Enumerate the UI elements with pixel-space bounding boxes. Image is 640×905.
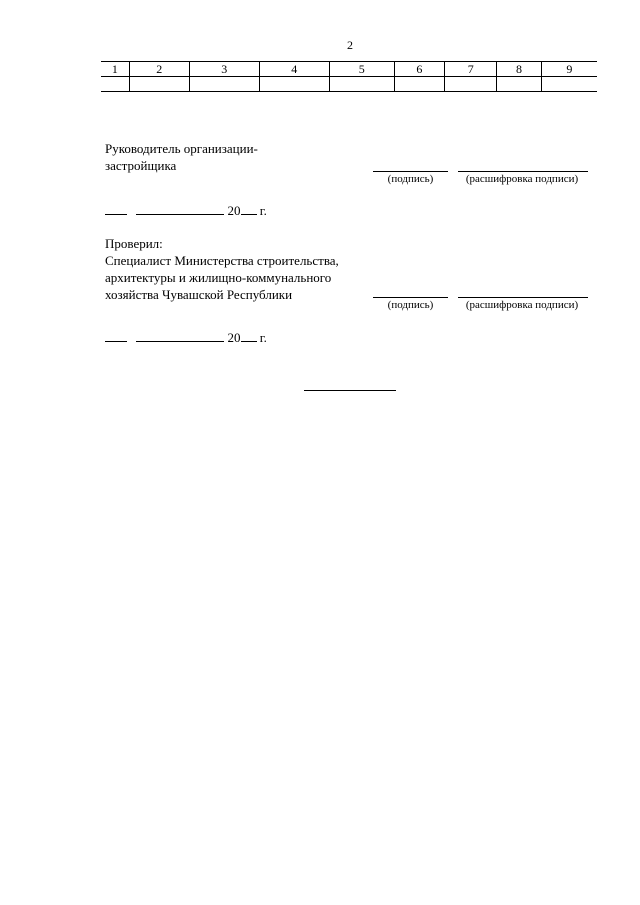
end-rule — [304, 390, 396, 391]
empty-cell — [541, 77, 597, 92]
year-blank — [241, 202, 257, 215]
checker-block — [105, 235, 339, 303]
column-number: 9 — [541, 62, 597, 77]
year-prefix: 20 — [227, 203, 241, 218]
column-number: 8 — [497, 62, 541, 77]
empty-cell — [101, 77, 129, 92]
date-field — [105, 329, 267, 346]
year-blank — [241, 329, 257, 342]
day-blank — [105, 202, 127, 215]
column-number: 7 — [445, 62, 497, 77]
empty-cell — [259, 77, 329, 92]
columns-table — [101, 61, 597, 92]
day-blank — [105, 329, 127, 342]
decoding-line — [458, 171, 588, 172]
signature-caption: (подпись) — [387, 173, 434, 185]
column-number: 5 — [329, 62, 394, 77]
column-number: 1 — [101, 62, 129, 77]
table-header-row — [101, 62, 597, 77]
empty-cell — [329, 77, 394, 92]
signature-caption: (подпись) — [387, 299, 434, 311]
developer-title — [105, 140, 258, 174]
empty-cell — [445, 77, 497, 92]
empty-cell — [497, 77, 541, 92]
column-number: 4 — [259, 62, 329, 77]
checker-title-line3: хозяйства Чувашской Республики — [105, 287, 293, 302]
date-field — [105, 202, 267, 219]
column-number: 6 — [394, 62, 444, 77]
checked-label: Проверил: — [105, 236, 163, 251]
empty-cell — [129, 77, 189, 92]
year-prefix: 20 — [227, 330, 241, 345]
signature-line — [373, 171, 448, 172]
year-suffix: г. — [259, 203, 267, 218]
empty-cell — [394, 77, 444, 92]
decoding-caption: (расшифровка подписи) — [465, 173, 579, 185]
decoding-line — [458, 297, 588, 298]
signature-line — [373, 297, 448, 298]
checker-title-line2: архитектуры и жилищно-коммунального — [105, 270, 332, 285]
empty-cell — [189, 77, 259, 92]
developer-title-line1: Руководитель организации- — [105, 141, 258, 156]
month-blank — [136, 329, 224, 342]
table-empty-row — [101, 77, 597, 92]
decoding-caption: (расшифровка подписи) — [465, 299, 579, 311]
page-number: 2 — [347, 38, 353, 52]
checker-title-line1: Специалист Министерства строительства, — [105, 253, 339, 268]
year-suffix: г. — [259, 330, 267, 345]
column-number: 3 — [189, 62, 259, 77]
month-blank — [136, 202, 224, 215]
developer-title-line2: застройщика — [105, 158, 177, 173]
column-number: 2 — [129, 62, 189, 77]
